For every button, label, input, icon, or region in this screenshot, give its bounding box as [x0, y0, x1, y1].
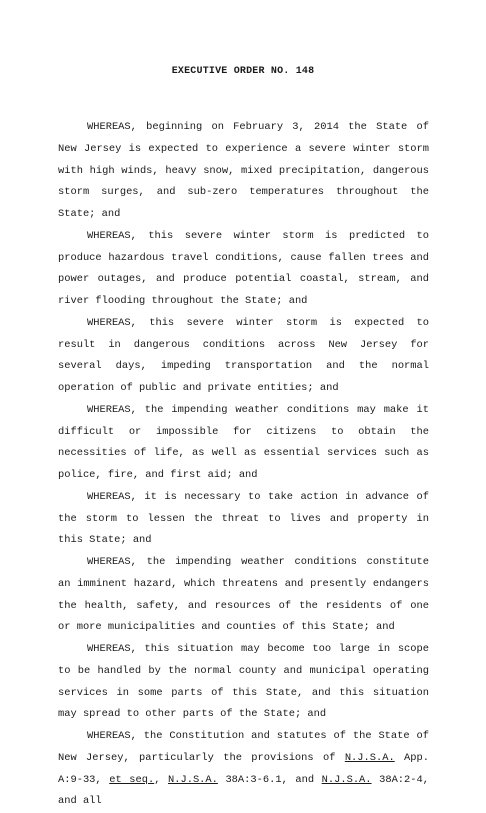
whereas-paragraph-7: WHEREAS, this situation may become too large in scope to be handled by the normal county and municipal operating services in some parts of this State, and this situation may spread to other parts of the State; and	[58, 643, 429, 721]
paragraph-8-text-5: 38A:2-4, and all	[58, 773, 429, 808]
whereas-paragraph-5: WHEREAS, it is necessary to take action in advance of the storm to lessen the threat to lives and property in this State; and	[58, 490, 429, 547]
whereas-paragraph-4: WHEREAS, the impending weather conditions may make it difficult or impossible for citizens to obtain the necessities of life, as well as essential services such as police, fire, and first aid; and	[58, 403, 429, 481]
paragraph-8-text-3: ,	[154, 773, 168, 786]
paragraph-8-text-2: App. A:9-33,	[58, 751, 429, 786]
paragraph-8-text-4: 38A:3-6.1, and	[217, 773, 322, 786]
paragraph-8-text-1: WHEREAS, the Constitution and statutes of the State of New Jersey, particularly the provisions of	[58, 730, 429, 764]
whereas-paragraph-6: WHEREAS, the impending weather conditions constitute an imminent hazard, which threatens and presently endangers the health, safety, and resources of the residents of one or more municipalities and counties of this State; and	[58, 556, 429, 634]
citation-njsa-1: N.J.S.A.	[344, 751, 395, 764]
citation-et-seq: et seq.	[109, 773, 155, 786]
citation-njsa-2: N.J.S.A.	[168, 773, 218, 786]
document-title: EXECUTIVE ORDER NO. 148	[171, 66, 315, 77]
whereas-paragraph-3: WHEREAS, this severe winter storm is expected to result in dangerous conditions across New Jersey for several days, impeding transportation and the normal operation of public and private entities; and	[58, 316, 429, 394]
whereas-paragraph-1: WHEREAS, beginning on February 3, 2014 the State of New Jersey is expected to experience a severe winter storm with high winds, heavy snow, mixed precipitation, dangerous storm surges, and sub-zero temperatures throughout the State; and	[58, 121, 429, 220]
whereas-paragraph-2: WHEREAS, this severe winter storm is predicted to produce hazardous travel conditions, cause fallen trees and power outages, and produce potential coastal, stream, and river flooding throughout the State; and	[58, 229, 429, 307]
document-body	[58, 117, 429, 813]
citation-njsa-3: N.J.S.A.	[321, 773, 372, 786]
